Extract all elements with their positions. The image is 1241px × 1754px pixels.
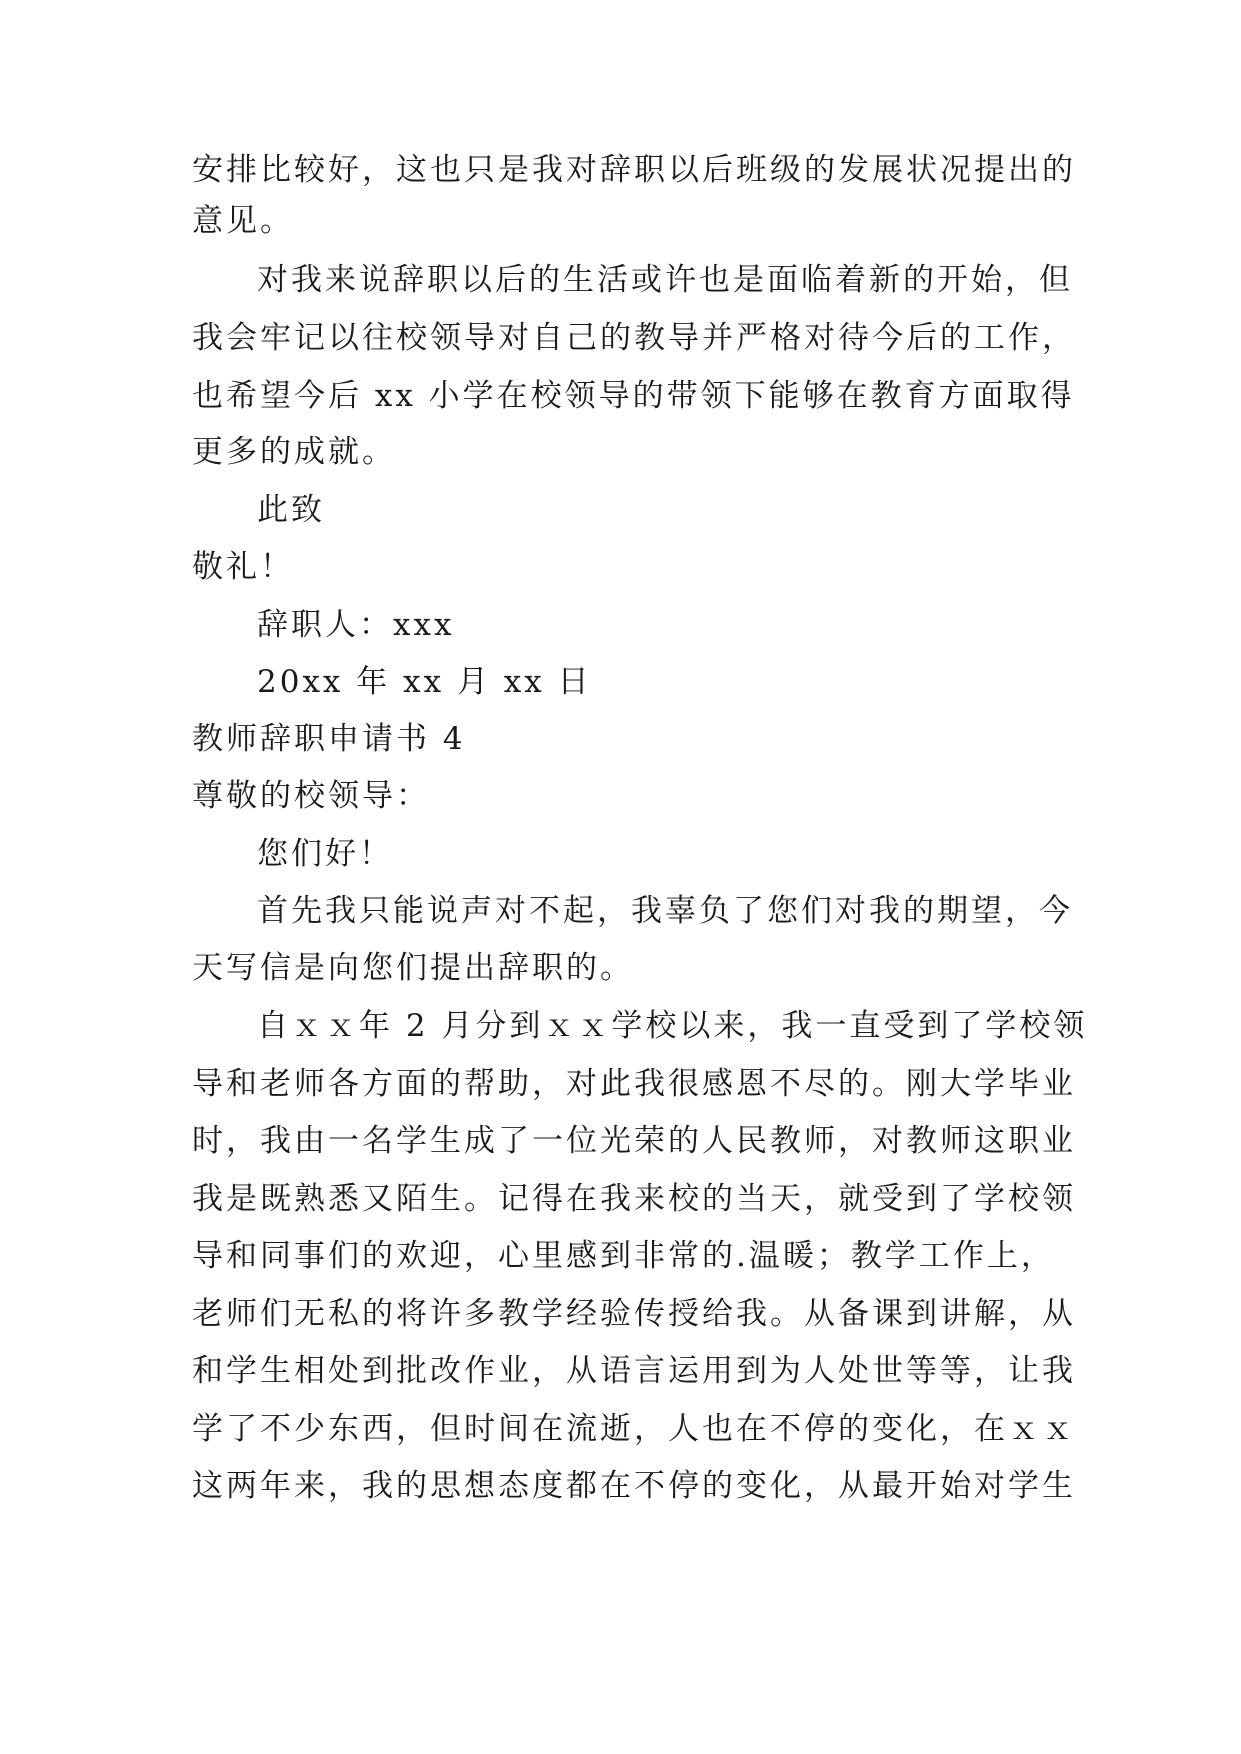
greeting: 您们好！	[257, 836, 393, 872]
text-line: 自ｘｘ年 2 月分到ｘｘ学校以来，我一直受到了学校领	[257, 1008, 1088, 1044]
text-line: 也希望今后 xx 小学在校领导的带领下能够在教育方面取得	[192, 378, 1075, 414]
text-line: 首先我只能说声对不起，我辜负了您们对我的期望，今	[257, 893, 1073, 929]
text-line: 这两年来，我的思想态度都在不停的变化，从最开始对学生	[192, 1468, 1076, 1504]
text-line: 导和同事们的欢迎，心里感到非常的.温暖；教学工作上，	[192, 1238, 1055, 1274]
text-line: 导和老师各方面的帮助，对此我很感恩不尽的。刚大学毕业	[192, 1066, 1076, 1102]
text-line: 安排比较好，这也只是我对辞职以后班级的发展状况提出的	[192, 152, 1076, 188]
text-line: 时，我由一名学生成了一位光荣的人民教师，对教师这职业	[192, 1123, 1076, 1159]
text-line: 对我来说辞职以后的生活或许也是面临着新的开始，但	[257, 262, 1073, 298]
text-line: 我会牢记以往校领导对自己的教导并严格对待今后的工作，	[192, 320, 1076, 356]
text-line: 老师们无私的将许多教学经验传授给我。从备课到讲解，从	[192, 1296, 1076, 1332]
signature-line: 辞职人：xxx	[257, 607, 455, 643]
text-line: 天写信是向您们提出辞职的。	[192, 950, 634, 986]
date-line: 20xx 年 xx 月 xx 日	[257, 664, 592, 700]
text-line: 学了不少东西，但时间在流逝，人也在不停的变化，在ｘｘ	[192, 1411, 1076, 1447]
section-title: 教师辞职申请书 4	[192, 721, 466, 757]
greeting-recipient: 尊敬的校领导：	[192, 778, 430, 814]
text-line: 意见。	[192, 203, 294, 239]
closing-regards: 敬礼！	[192, 549, 294, 585]
text-line: 和学生相处到批改作业，从语言运用到为人处世等等，让我	[192, 1353, 1076, 1389]
text-line: 我是既熟悉又陌生。记得在我来校的当天，就受到了学校领	[192, 1181, 1076, 1217]
text-line: 更多的成就。	[192, 434, 396, 470]
closing-salutation: 此致	[257, 492, 325, 528]
